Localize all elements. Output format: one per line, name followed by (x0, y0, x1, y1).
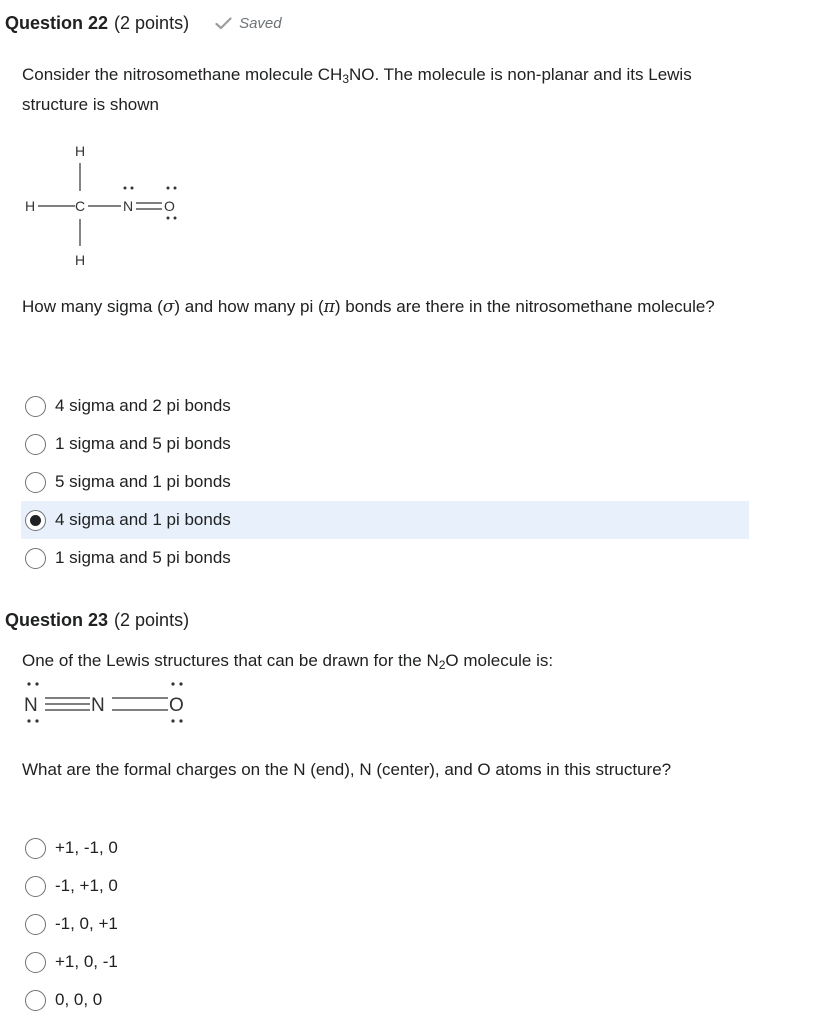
saved-status (215, 15, 282, 32)
question-text: ) and how many pi ( (174, 297, 324, 316)
sigma-symbol: σ (162, 297, 175, 317)
question-text: ) bonds are there in the nitrosomethane molecule? (334, 297, 715, 316)
option-label: -1, +1, 0 (55, 876, 118, 895)
atom-h-left: H (25, 198, 36, 214)
answer-option[interactable] (21, 463, 749, 501)
option-label: 1 sigma and 5 pi bonds (55, 548, 231, 567)
radio-button[interactable] (25, 838, 46, 859)
atom-n: N (123, 198, 134, 214)
radio-button[interactable] (25, 434, 46, 455)
atom-h-top: H (75, 143, 86, 159)
question-title: Question 23 (5, 610, 109, 630)
checkmark-icon (215, 17, 232, 30)
pi-symbol: π (323, 297, 335, 317)
answer-option-selected[interactable] (21, 501, 749, 539)
option-label: 1 sigma and 5 pi bonds (55, 434, 231, 453)
atom-o: O (164, 198, 175, 214)
answer-option[interactable] (21, 981, 749, 1019)
question-text: What are the formal charges on the N (end), N (center), and O atoms in this structure? (22, 760, 672, 779)
saved-label: Saved (239, 15, 282, 32)
answer-option[interactable] (21, 425, 749, 463)
option-label: +1, 0, -1 (55, 952, 118, 971)
atom-o: O (169, 695, 184, 716)
radio-button-selected[interactable] (25, 510, 46, 531)
radio-button[interactable] (25, 876, 46, 897)
n2o-lewis-structure (0, 675, 220, 730)
option-label: +1, -1, 0 (55, 838, 118, 857)
prompt-text: O molecule is: (445, 651, 554, 670)
answer-option[interactable] (21, 387, 749, 425)
prompt-text: One of the Lewis structures that can be drawn for the N (22, 651, 439, 670)
option-label: -1, 0, +1 (55, 914, 118, 933)
radio-button[interactable] (25, 952, 46, 973)
question-22-sigma-pi (22, 292, 742, 322)
option-label: 5 sigma and 1 pi bonds (55, 472, 231, 491)
option-label: 4 sigma and 1 pi bonds (55, 510, 231, 529)
answer-option[interactable] (21, 829, 749, 867)
answer-option[interactable] (21, 905, 749, 943)
question-22-header (5, 13, 282, 34)
nitrosomethane-lewis-structure (0, 135, 200, 275)
question-22-prompt (22, 60, 742, 120)
radio-button[interactable] (25, 914, 46, 935)
question-text: How many sigma ( (22, 297, 163, 316)
prompt-text: Consider the nitrosomethane molecule CH (22, 65, 343, 84)
question-points: (2 points) (114, 13, 190, 33)
option-label: 4 sigma and 2 pi bonds (55, 396, 231, 415)
atom-h-bottom: H (75, 252, 86, 268)
atom-c: C (75, 198, 86, 214)
atom-n-center: N (91, 695, 105, 716)
question-23-formal-charges (22, 755, 742, 785)
prompt-subscript: 3 (342, 72, 350, 86)
prompt-text: NO. The molecule is non-planar and its Lewis structure is shown (22, 65, 692, 114)
question-23-header (5, 610, 189, 631)
answer-option[interactable] (21, 539, 749, 577)
question-23-prompt (22, 646, 742, 676)
answer-option[interactable] (21, 867, 749, 905)
radio-button[interactable] (25, 472, 46, 493)
radio-dot (30, 515, 41, 526)
answer-option[interactable] (21, 943, 749, 981)
atom-n-end: N (24, 695, 38, 716)
option-label: 0, 0, 0 (55, 990, 103, 1009)
radio-button[interactable] (25, 990, 46, 1011)
radio-button[interactable] (25, 548, 46, 569)
question-points: (2 points) (114, 610, 190, 630)
prompt-subscript: 2 (438, 658, 446, 672)
radio-button[interactable] (25, 396, 46, 417)
question-title: Question 22 (5, 13, 109, 33)
